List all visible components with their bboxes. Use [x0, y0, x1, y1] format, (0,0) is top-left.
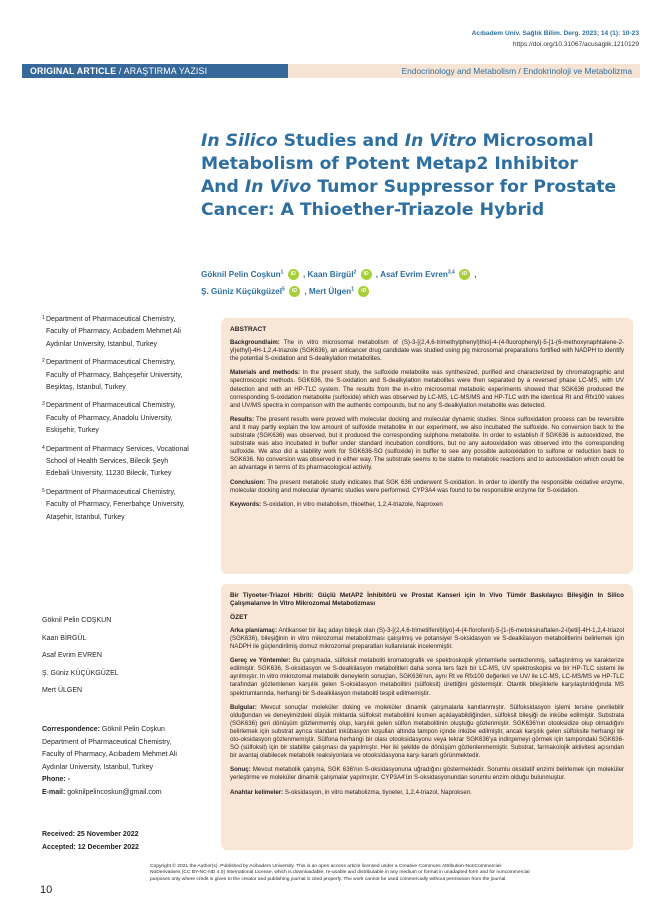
orcid-icon[interactable]: iD	[361, 269, 372, 280]
methods-text: In the present study, the sulfoxide metabolite was synthesized, purified and characterized by chromatographic and spectroscopic methods. SGK636, the S-oxidation and S-dealkylation metabolites were then separated by a reversed phase LC-MS, with UV detection and with an HP-TLC system. The results from the in-vitro microsomal metabolic experiments showed that SGK636 produced the corresponding S-oxidation metabolite (sulfoxide) which was observed by LC-MS, LC-MS/MS and HP-TLC with the identical Rt and Rfx100 values and UV/MS spectra in comparison with the authentic compounds, but no any S-dealkylation metabolite was detected.	[230, 369, 625, 409]
author-list	[42, 612, 192, 700]
author-name: Kaan Birgül	[307, 270, 354, 279]
abstract-en-box	[221, 318, 633, 574]
title-line-3	[201, 176, 631, 199]
background-label: Background/aim:	[230, 339, 280, 347]
correspondence-email	[42, 787, 192, 800]
correspondence	[42, 724, 192, 800]
affiliation-text: Department of Pharmaceutical Chemistry, Faculty of Pharmacy, Fenerbahçe University, Ataşehir, Istanbul, Turkey	[46, 488, 185, 521]
author-name: Ş. Güniz Küçükgüzel	[201, 287, 282, 296]
results-label: Results:	[230, 415, 255, 423]
affiliations	[42, 314, 192, 530]
abstract-methods	[230, 369, 624, 409]
title-text-3a: And	[201, 177, 245, 197]
orcid-icon[interactable]: iD	[459, 269, 470, 280]
correspondence-phone	[42, 774, 192, 787]
title-line-2: Metabolism of Potent Metap2 Inhibitor	[201, 154, 578, 174]
orcid-icon[interactable]: iD	[288, 269, 299, 280]
article-type-en: ORIGINAL ARTICLE	[30, 66, 117, 76]
correspondence-text: Göknil Pelin Coşkun Department of Pharmaceutical Chemistry, Faculty of Pharmacy, Acıbadem Mehmet Ali Aydınlar University, Istanbul, Turkey	[42, 726, 177, 771]
author-affiliation-sup: 1	[280, 269, 284, 276]
running-header	[472, 28, 639, 50]
author-line-1: Göknil Pelin Coşkun$^1$ iD , Kaan Birgül$^2$ iD , Asaf Evrim Evren$^{3,4}$ iD ,	[201, 269, 477, 279]
article-category: Endocrinology and Metabolism / Endokrinoloji ve Metabolizma	[401, 66, 632, 76]
abstract-tr-results	[230, 704, 624, 761]
title-line-1	[201, 130, 631, 153]
title-text-1b: Microsomal	[476, 131, 594, 151]
title-italic-in-vivo: In Vivo	[244, 177, 312, 197]
abstract-tr-methods	[230, 657, 624, 697]
affiliation-item: 5 Department of Pharmaceutical Chemistry, Faculty of Pharmacy, Fenerbahçe University, Ataşehir, Istanbul, Turkey	[42, 487, 185, 521]
title-italic-in-silico: In Silico	[201, 131, 278, 151]
author-list-item: Göknil Pelin COŞKUN	[42, 617, 112, 624]
author-list-item: Asaf Evrim EVREN	[42, 652, 102, 660]
orcid-icon[interactable]: iD	[358, 286, 369, 297]
abstract-heading: ABSTRACT	[230, 326, 267, 333]
tr-results-label: Bulgular:	[230, 703, 257, 711]
title-line-4: Cancer: A Thioether-Triazole Hybrid	[201, 200, 545, 220]
abstract-tr-title: Bir Tiyoeter-Triazol Hibriti: Güçlü MetAP2 İnhibitörü ve Prostat Kanseri için In Vivo Tümör Baskılayıcı Bileşiğin In Silico Çalışmalarıve In Vitro Mikrozomal Metabolizması	[230, 592, 624, 608]
abstract-keywords	[230, 501, 624, 509]
received-date: Received: 25 November 2022	[42, 831, 139, 838]
affiliation-text: Department of Pharmaceutical Chemistry, Faculty of Pharmacy, Acıbadem Mehmet Ali Aydınlar University, Istanbul, Turkey	[46, 316, 181, 348]
affiliation-text: Department of Pharmaceutical Chemistry, Faculty of Pharmacy, Bahçeşehir University, Beşiktaş, Istanbul, Turkey	[46, 359, 183, 392]
journal-citation: Acıbadem Univ. Sağlık Bilim. Derg. 2023; 14 (1): 10-23	[471, 30, 639, 37]
phone-label: Phone: -	[42, 776, 70, 784]
doi-link[interactable]: https://doi.org/10.31067/acusaglik.1210129	[512, 41, 639, 48]
author-affiliation-sup: 2	[353, 269, 357, 276]
tr-methods-text: Bu çalışmada, sülfoksit metaboliti kromatografik ve spektroskopik yöntemlerle sentezlenmiş, saflaştırılmış ve karakterize edilmiştir. SGK636, S-oksidasyon ve S-dealkilasyon metabolitleri daha sonra ters fazlı bir LC-MS, UV spektroskopisi ve bir HP-TLC sistemi ile ayrılmıştır. In vitro mikrozomal metabolik deneylerin sonuçları, SGK636'nın, aynı Rt ve Rfx100 değerleri ve UV/ ile LC-MS, LC-MS/MS ve HP-TLC tarafından gözlemlenen karşılık gelen S-oksidasyon metabolitini (sülfoksit) ürettiğini göstermiştir. Otantik bileşiklerle karşılaştırıldığında MS spektrumlarında, herhangi bir S-dealkilasyon metaboliti tespit edilmemiştir.	[230, 657, 625, 697]
title-italic-in-vitro: In Vitro	[404, 131, 477, 151]
author-affiliation-sup: 1	[351, 286, 354, 293]
copyright-notice: Copyright © 2021 the Author(s). Published by Acibadem University. This is an open access article licensed under a Creative Commons Attribution-NonCommercial-NoDerivatives (CC BY-NC-ND 4.0) International License, which is downloadable, re-usable and distributable in any medium or format in unadapted form and for noncommercial purposes only where credit is given to the creator and publishing journal is cited properly. The work cannot be used commercially without permission from the journal.	[150, 864, 530, 882]
abstract-conclusion	[230, 479, 624, 495]
author-name: Göknil Pelin Coşkun	[201, 270, 281, 279]
title-text-1a: Studies and	[277, 131, 405, 151]
abstract-tr-background	[230, 627, 624, 651]
abstract-tr-keywords	[230, 789, 624, 797]
affiliation-item: 2 Department of Pharmaceutical Chemistry, Faculty of Pharmacy, Bahçeşehir University, Beşiktaş, Istanbul, Turkey	[42, 358, 183, 392]
tr-keywords-label: Anahtar kelimeler:	[230, 788, 284, 796]
email-address[interactable]: goknilpelincoskun@gmail.com	[65, 788, 162, 796]
article-type-band	[22, 64, 640, 78]
author-list-item: Kaan BİRGÜL	[42, 634, 87, 642]
tr-conclusion-label: Sonuç:	[230, 766, 251, 774]
abstract-tr-conclusion	[230, 766, 624, 782]
orcid-icon[interactable]: iD	[289, 286, 300, 297]
abstract-tr-heading: ÖZET	[230, 613, 248, 621]
tr-methods-label: Gereç ve Yöntemler:	[230, 657, 291, 665]
author-byline	[201, 266, 631, 300]
title-text-3b: Tumor Suppressor for Prostate	[311, 177, 617, 197]
article-title	[201, 130, 631, 222]
keywords-text: S-oxidation, in vitro metabolism, thioether, 1,2,4-triazole, Naproxen	[261, 500, 443, 508]
affiliation-item: 4 Department of Pharmacy Services, Vocational School of Health Services, Bilecik Şeyh Edebali University, 11230 Bilecik, Turkey	[42, 444, 189, 478]
author-list-item: Ş. Güniz KÜÇÜKGÜZEL	[42, 669, 119, 677]
tr-conclusion-text: Mevcut metabolik çalışma, SGK 636'nın S-oksidasyonuna uğradığını göstermektedir. Sorumlu oksidatif enzimi belirlemek için moleküler yerleştirme ve moleküler dinamik çalışmalar yapılmıştır. CYP3A4'ün S-oksidasyonundan sorumlu enzim olduğu bulunmuştur.	[230, 766, 624, 782]
affiliation-text: Department of Pharmacy Services, Vocational School of Health Services, Bilecik Şeyh Edebali University, 11230 Bilecik, Turkey	[46, 445, 189, 478]
author-list-item: Mert ÜLGEN	[42, 687, 83, 695]
author-name: Asaf Evrim Evren	[380, 270, 448, 279]
article-type-separator: /	[116, 66, 124, 76]
affiliation-item: 3 Department of Pharmaceutical Chemistry, Faculty of Pharmacy, Anadolu University, Eskişehir, Turkey	[42, 401, 176, 435]
tr-keywords-text: S-oksidasyon, in vitro metabolizma, tiyoeter, 1,2,4-triazol, Naproksen.	[283, 788, 472, 796]
affiliation-text: Department of Pharmaceutical Chemistry, Faculty of Pharmacy, Anadolu University, Eskişehir, Turkey	[46, 402, 176, 435]
conclusion-label: Conclusion:	[230, 478, 266, 486]
accepted-date: Accepted: 12 December 2022	[42, 844, 139, 851]
author-affiliation-sup: 3,4	[447, 269, 455, 276]
keywords-label: Keywords:	[230, 500, 262, 508]
abstract-results	[230, 416, 624, 473]
tr-background-label: Arka plan/amaç:	[230, 626, 278, 634]
page-number: 10	[40, 884, 53, 896]
article-type-tr: ARAŞTIRMA YAZISI	[123, 66, 208, 76]
methods-label: Materials and methods:	[230, 369, 301, 377]
author-affiliation-sup: 5	[281, 286, 285, 293]
author-name: Mert Ülgen	[308, 287, 352, 296]
affiliation-item: 1 Department of Pharmaceutical Chemistry, Faculty of Pharmacy, Acıbadem Mehmet Ali Aydınlar University, Istanbul, Turkey	[42, 315, 181, 348]
correspondence-address	[42, 724, 192, 774]
abstract-tr-box	[221, 584, 633, 850]
tr-results-text: Mevcut sonuçlar moleküler doking ve moleküler dinamik çalışmalarla kanıtlanmıştır. Sülfoksidasyon işlemi tersine çevrilebilir olduğundan ve deneyimizdeki düşük miktarda sülfoksit metabolitini kısmen açıklayabildiğinden, sülfoksit bileşiği de inkübe edilmiştir. Substrata (SGK636) geri dönüşüm gözlenmemiş olup, karşılık gelen sülfon metabolitinin oluştuğu gözlenmiştir. SGK636'nın otooksidize olup olmadığını belirlemek için substrat ayrıca standart inkübasyon koşulları altında tampon içinde inkübe edilmiştir, ancak karşılık gelen sülfoksite herhangi bir oto-oksidasyon gözlenmemiştir. Sülfona herhangi bir olası otooksidasyonu veya tekrar SGK636'ya indirgemeyi görmek için tampondaki SGK636-SO (sülfoksit) için bir stabilite çalışması da yapılmıştır. Her iki şekilde de dönüşüm gözlenlenmemiştir. Substrat, farmakolojik aktivitesi açısından bir avantaj olabilecek metabolik reaksiyonlara ve otooksidasyona karşı kararlı görünmektedir.	[230, 703, 624, 760]
article-dates	[42, 828, 192, 854]
author-line-2: Ş. Güniz Küçükgüzel$^5$ iD , Mert Ülgen$^1$ iD	[201, 283, 631, 300]
correspondence-label: Correspondence:	[42, 726, 100, 733]
email-label: E-mail:	[42, 788, 66, 796]
conclusion-text: The present metabolic study indicates that SGK 636 underwent S-oxidation. In order to identify the responsible oxidative enzyme, molecular docking and molecular dynamic studies were performed. CYP3A4 was found to be responsible enzyme for S-oxidation.	[230, 478, 624, 494]
tr-background-text: Antikanser bir ilaç adayı bileşik olan (S)-3-[(2,4,6-trimetilfenil)tiyo]-4-(4-florofenil)-5-[1-(6-metoksinaftalen-2-il)etil]-4H-1,2,4-triazol (SGK636), bileşiğinin in vitro mikrozomal metabolizması çalışılmış ve potansiyel S-oksidasyon ve S-dealkilasyon metabolitlerini belirlemek için NADPH ile güçlendirilmiş domuz mikrozomal preparatları kullanılarak incelenmiştir.	[230, 626, 625, 651]
abstract-background	[230, 339, 624, 363]
article-type-label	[22, 64, 288, 78]
results-text: The present results were proved with molecular docking and molecular dynamic studies. Since sulfoxidation process can be reversible and it may partly explain the low amount of sulfoxide metabolite in our experiment, we also incubated the sulfoxide. No conversion back to the substrate (SGK636) was observed, but it produced the corresponding sulphone metabolite. In order to establish if SGK636 is autooxidized, the substrate was also incubated in buffer under standard incubation conditions, but no any autooxidation was observed into the corresponding sulfoxide. We also did a stability work for SGK636-SO (sulfoxide) in buffer to see any possible autooxidation to sulfone or reduction back to SGK636. No conversion was observed in either way. The substrate seems to be stable to metabolic reactions and to autooxidation which could be an advantage in terms of its pharmacological activity.	[230, 415, 624, 472]
background-text: The in vitro microsomal metabolism of (S)-3-[(2,4,6-trimethylphenyl)thio]-4-(4-fluorophenyl)-5-[1-(6-methoxynaphtalene-2-yl)ethyl]-4H-1,2,4-triazole (SGK636), an anticancer drug candidate was studied using pig microsomal preparations fortified with NADPH to identify the potential S-oxidation and S-dealkylation metabolites.	[230, 339, 624, 363]
